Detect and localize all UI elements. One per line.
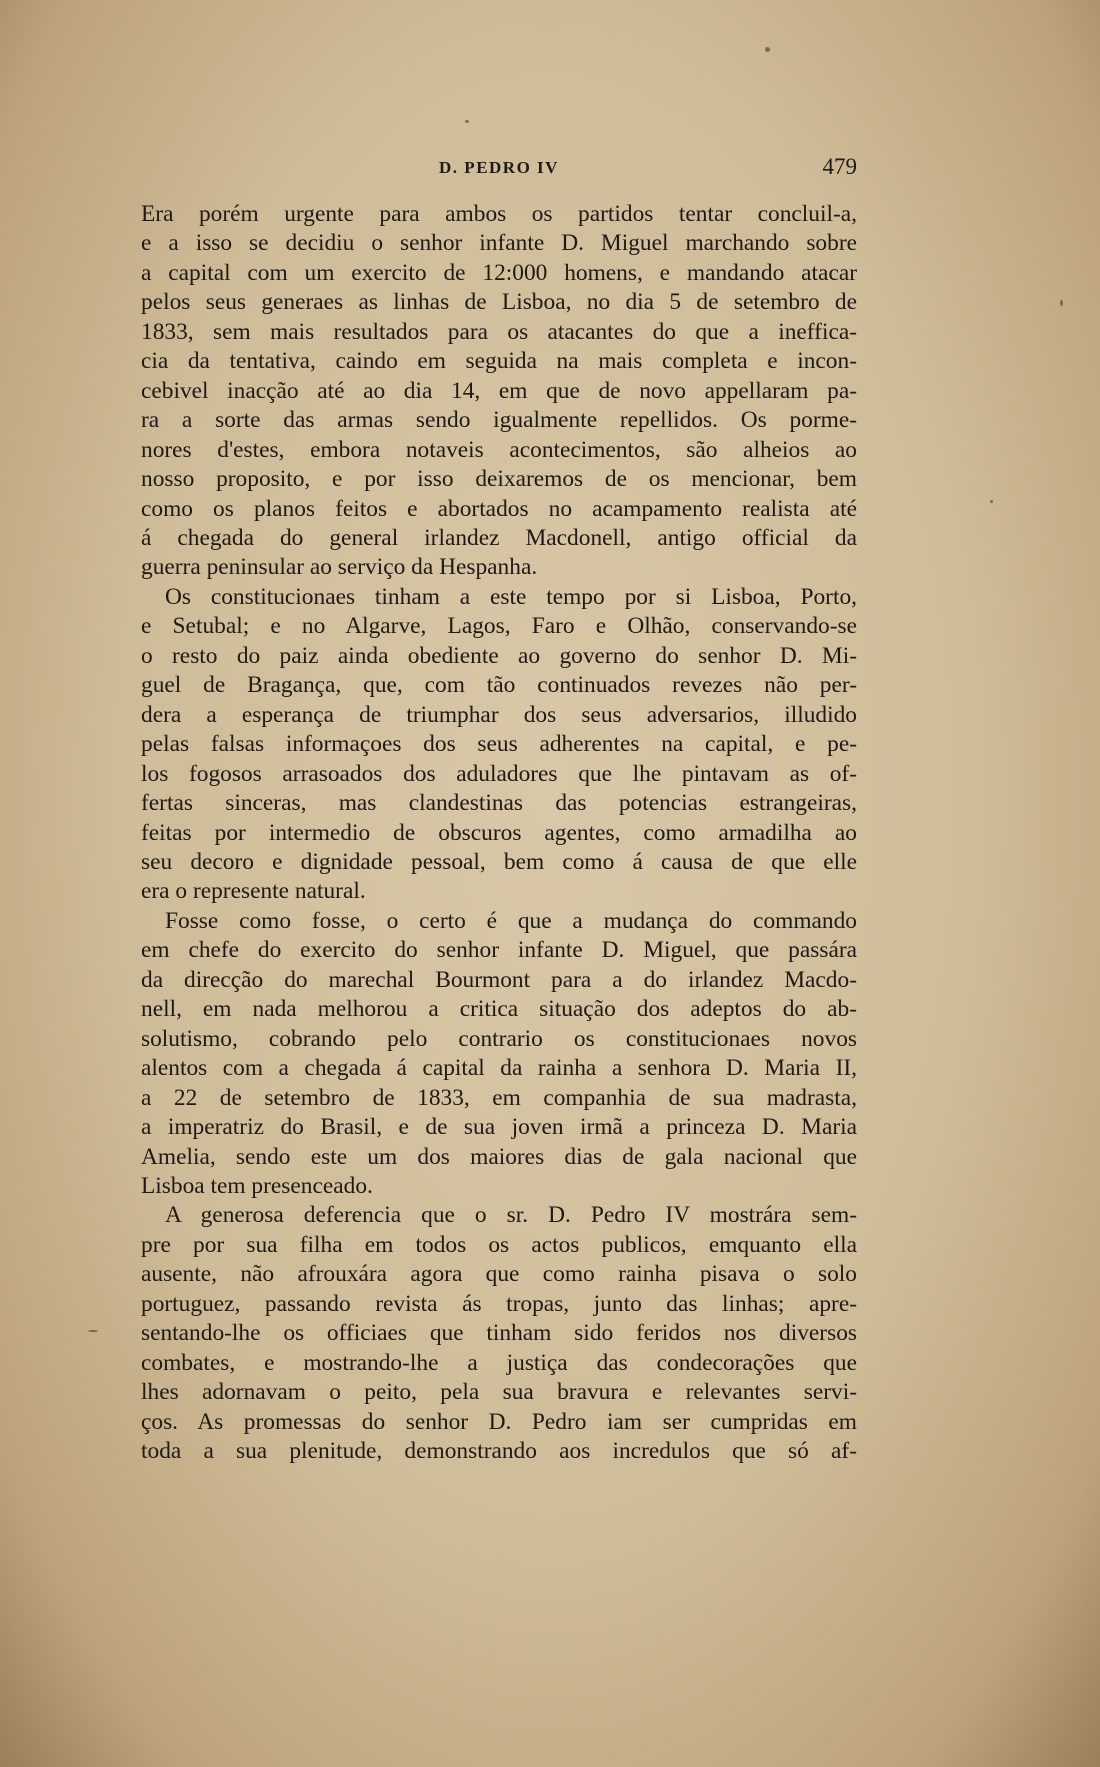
text-line: portuguez, passando revista ás tropas, junto das linhas; apre-	[141, 1290, 857, 1317]
text-line: nosso proposito, e por isso deixaremos de os mencionar, bem	[141, 466, 857, 493]
text-line: seu decoro e dignidade pessoal, bem como á causa de que elle	[141, 848, 857, 875]
page-header	[141, 154, 857, 188]
text-line: cia da tentativa, caindo em seguida na mais completa e incon-	[141, 348, 857, 375]
text-line: fertas sinceras, mas clandestinas das potencias estrangeiras,	[141, 790, 857, 817]
text-line: nell, em nada melhorou a critica situação dos adeptos do ab-	[141, 996, 857, 1023]
text-line: Era porém urgente para ambos os partidos tentar concluil-a,	[141, 201, 857, 227]
text-line: pelos seus generaes as linhas de Lisboa, no dia 5 de setembro de	[141, 289, 857, 316]
paragraph	[141, 583, 857, 907]
text-line: ausente, não afrouxára agora que como rainha pisava o solo	[141, 1261, 857, 1288]
paper-speck	[990, 500, 993, 503]
text-line: o resto do paiz ainda obediente ao governo do senhor D. Mi-	[141, 642, 857, 669]
text-line: pre por sua filha em todos os actos publicos, emquanto ella	[141, 1231, 857, 1258]
paragraph	[141, 907, 857, 1202]
page-number: 479	[822, 154, 857, 179]
text-line: Os constitucionaes tinham a este tempo por si Lisboa, Porto,	[165, 583, 857, 610]
text-line: guel de Bragança, que, com tão continuados revezes não per-	[141, 672, 857, 699]
text-line: ra a sorte das armas sendo igualmente repellidos. Os porme-	[141, 407, 857, 434]
text-line: ços. As promessas do senhor D. Pedro iam ser cumpridas em	[141, 1408, 857, 1435]
paper-speck	[465, 120, 469, 123]
text-line: pelas falsas informaçoes dos seus adherentes na capital, e pe-	[141, 731, 857, 758]
text-line: e a isso se decidiu o senhor infante D. Miguel marchando sobre	[141, 230, 857, 257]
text-line: toda a sua plenitude, demonstrando aos incredulos que só af-	[141, 1438, 857, 1465]
text-line: lhes adornavam o peito, pela sua bravura e relevantes servi-	[141, 1379, 857, 1406]
text-line: dera a esperança de triumphar dos seus adversarios, illudido	[141, 701, 857, 728]
text-line: A generosa deferencia que o sr. D. Pedro IV mostrára sem-	[165, 1202, 857, 1229]
text-line: los fogosos arrasoados dos aduladores que lhe pintavam as of-	[141, 760, 857, 787]
body-text	[141, 200, 857, 1466]
paragraph	[141, 1201, 857, 1466]
text-line: a imperatriz do Brasil, e de sua joven irmã a princeza D. Maria	[141, 1114, 857, 1141]
text-line: da direcção do marechal Bourmont para a do irlandez Macdo-	[141, 966, 857, 993]
paper-speck	[88, 1330, 98, 1332]
text-line: a capital com um exercito de 12:000 homens, e mandando atacar	[141, 259, 857, 286]
text-line: alentos com a chegada á capital da rainha a senhora D. Maria II,	[141, 1055, 857, 1082]
text-line: Lisboa tem presenceado.	[141, 1172, 373, 1199]
text-line: solutismo, cobrando pelo contrario os constitucionaes novos	[141, 1025, 857, 1052]
text-line: era o represente natural.	[141, 878, 366, 905]
text-line: feitas por intermedio de obscuros agentes, como armadilha ao	[141, 819, 857, 846]
text-line: guerra peninsular ao serviço da Hespanha.	[141, 554, 538, 581]
text-line: á chegada do general irlandez Macdonell, antigo official da	[141, 524, 857, 551]
text-line: nores d'estes, embora notaveis acontecimentos, são alheios ao	[141, 436, 857, 463]
text-line: 1833, sem mais resultados para os atacantes do que a inefficа-	[141, 318, 857, 345]
paper-speck	[765, 47, 770, 52]
paper-speck	[1060, 300, 1063, 306]
text-line: combates, e mostrando-lhe a justiça das condecorações que	[141, 1349, 857, 1376]
text-line: em chefe do exercito do senhor infante D. Miguel, que passára	[141, 937, 857, 964]
text-line: e Setubal; e no Algarve, Lagos, Faro e Olhão, conservando-se	[141, 613, 857, 640]
text-line: como os planos feitos e abortados no acampamento realista até	[141, 495, 857, 522]
text-line: a 22 de setembro de 1833, em companhia de sua madrasta,	[141, 1084, 857, 1111]
text-line: sentando-lhe os officiaes que tinham sido feridos nos diversos	[141, 1320, 857, 1347]
text-line: Fosse como fosse, o certo é que a mudança do commando	[165, 907, 857, 934]
paragraph	[141, 200, 857, 583]
running-head: D. PEDRO IV	[439, 158, 559, 177]
text-line: Amelia, sendo este um dos maiores dias de gala nacional que	[141, 1143, 857, 1170]
text-line: cebivel inacção até ao dia 14, em que de novo appellaram pa-	[141, 377, 857, 404]
